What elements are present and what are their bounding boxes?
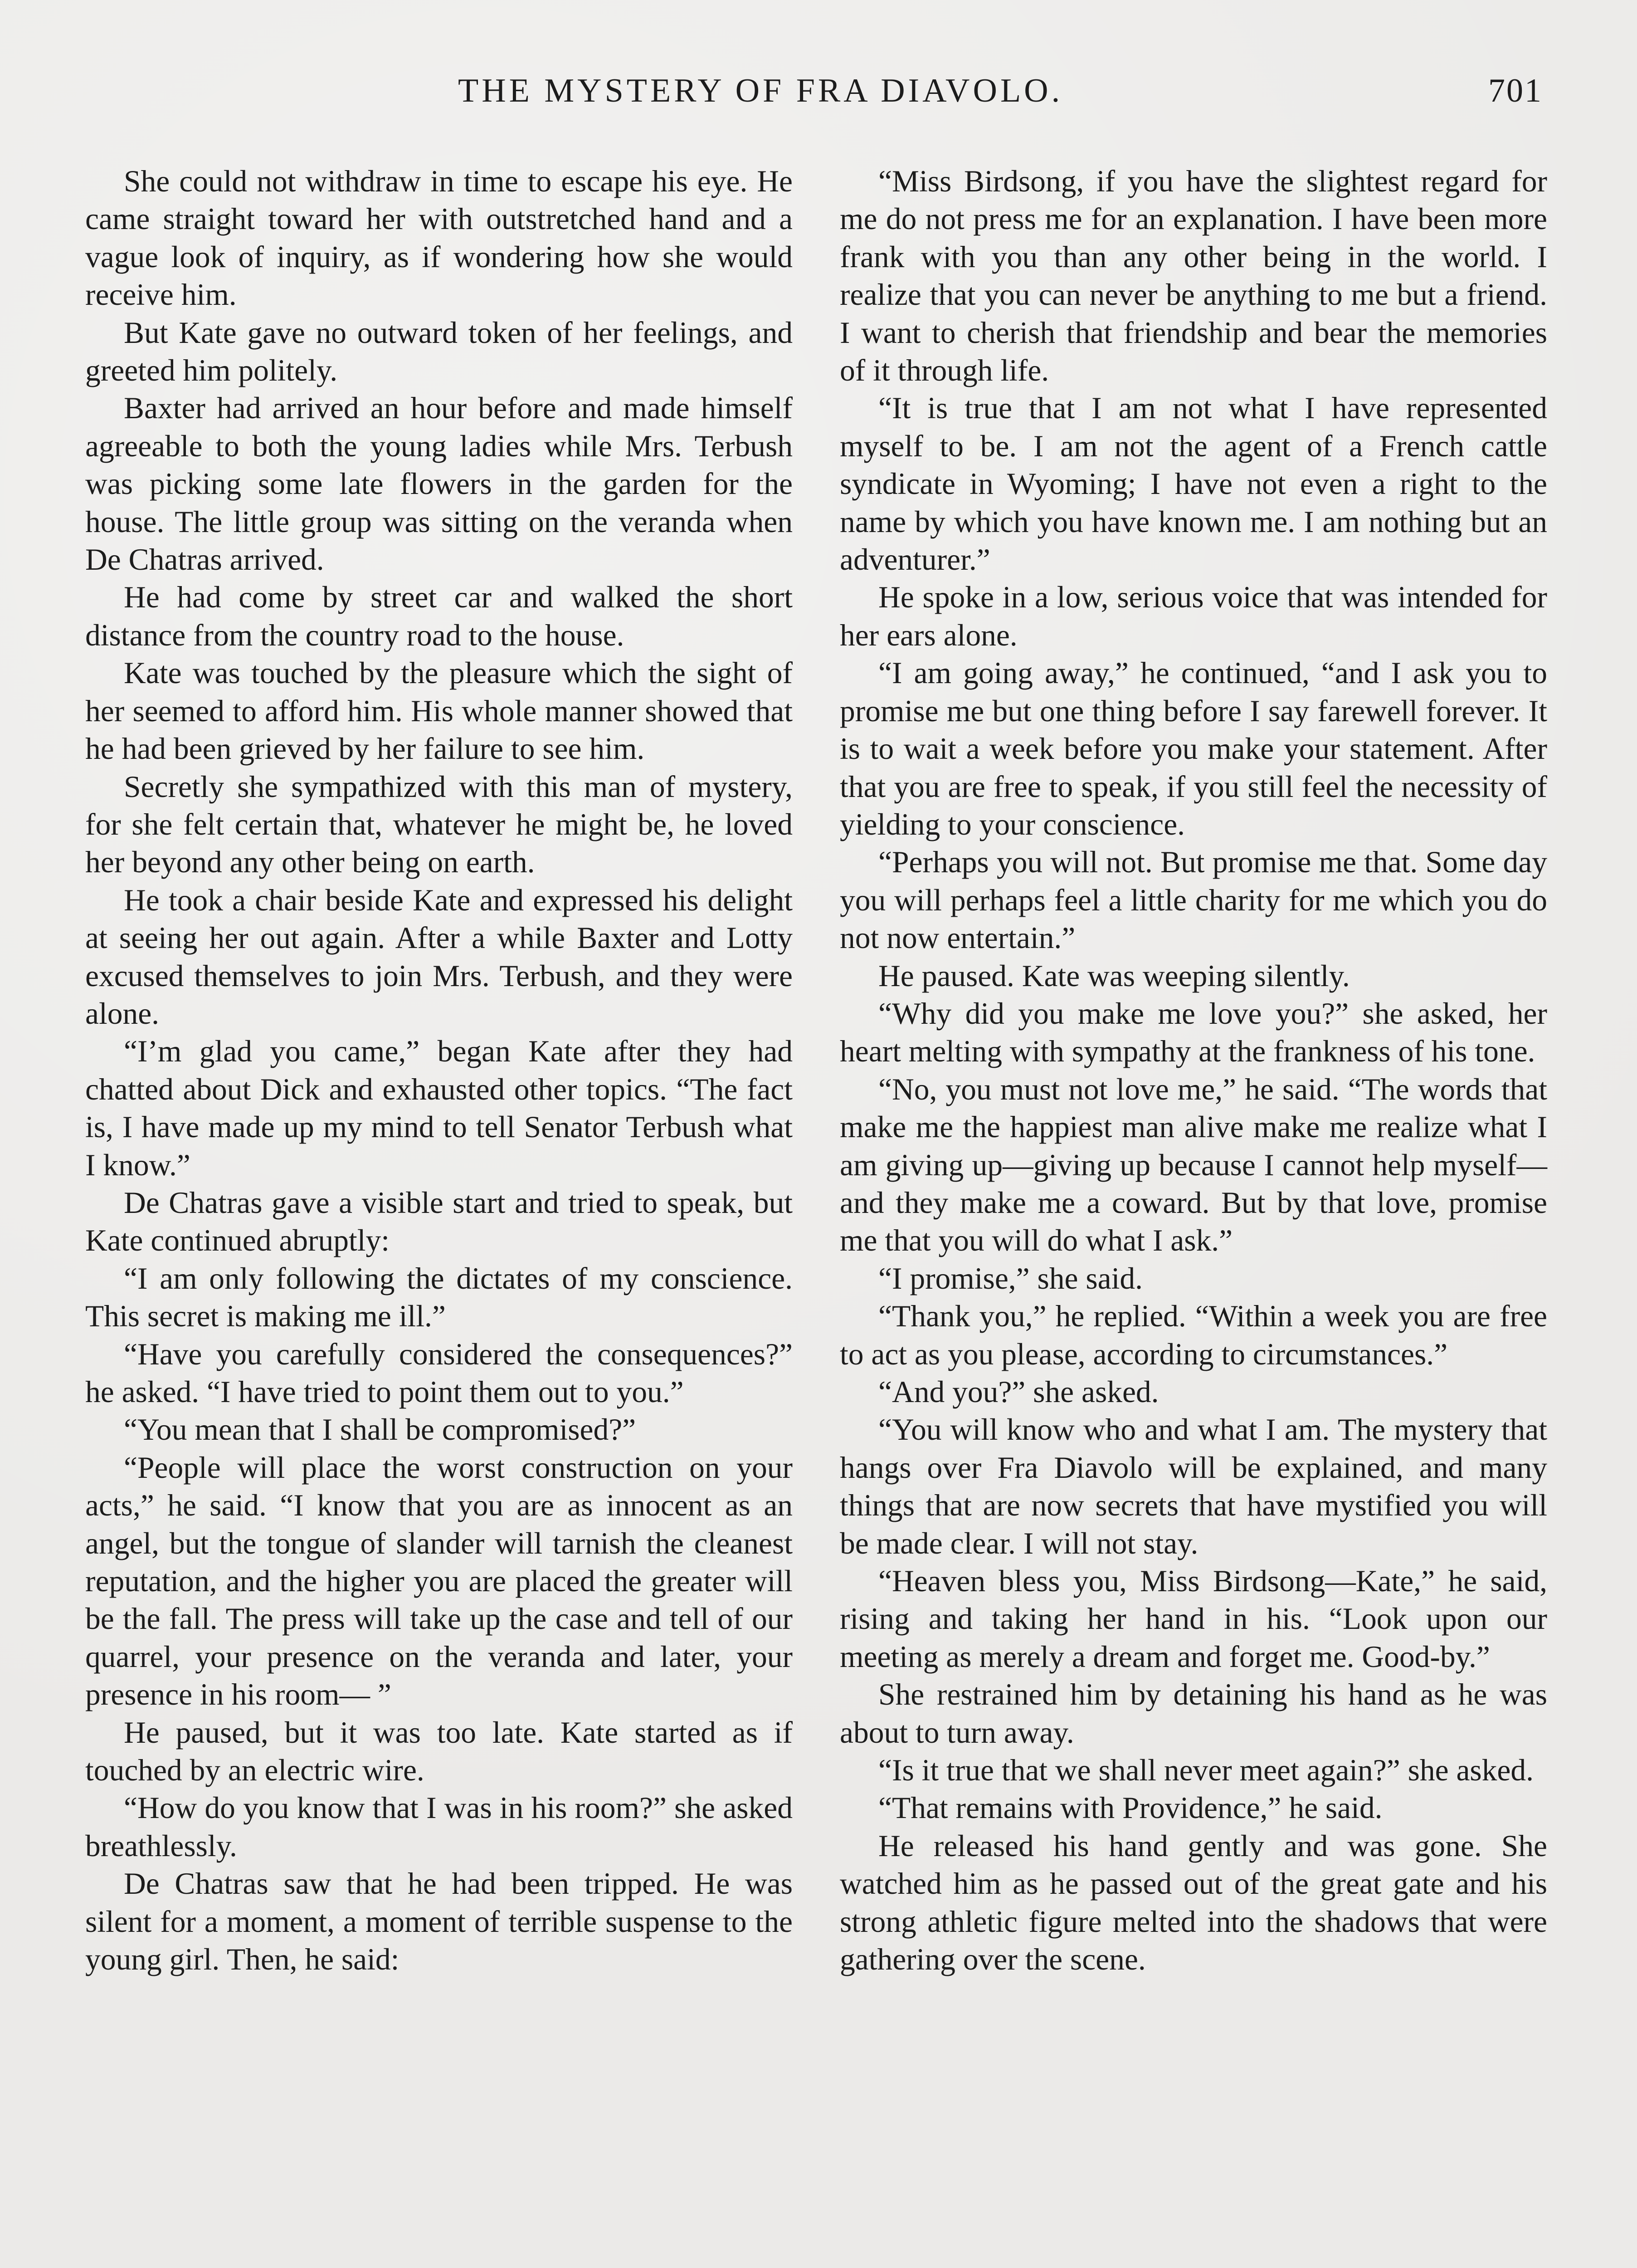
paragraph: De Chatras saw that he had been tripped. He was silent for a moment, a moment of terrible suspense to the young girl. Then, he said: <box>85 1867 793 1977</box>
paragraph: “You will know who and what I am. The mystery that hangs over Fra Diavolo will be explained, and many things that are now secrets that have mystified you will be made clear. I will not stay. <box>840 1413 1547 1560</box>
paragraph: “People will place the worst construction on your acts,” he said. “I know that you are as innocent as an angel, but the tongue of slander will tarnish the cleanest reputation, and the higher you are placed the greater will be the fall. The press will take up the case and tell of our quarrel, your presence on the veranda and later, your presence in his room— ” <box>85 1450 793 1712</box>
paragraph: “Miss Birdsong, if you have the slightest regard for me do not press me for an explanation. I have been more frank with you than any other being in the world. I realize that you can never be anything to me but a friend. I want to cherish that friendship and bear the memories of it through life. <box>840 164 1547 388</box>
paragraph: “Perhaps you will not. But promise me that. Some day you will perhaps feel a little charity for me which you do not now entertain.” <box>840 845 1547 955</box>
paragraph: “That remains with Providence,” he said. <box>878 1791 1383 1825</box>
paragraph: Kate was touched by the pleasure which the sight of her seemed to afford him. His whole manner showed that he had been grieved by her failure to see him. <box>85 656 793 766</box>
paragraph: “Thank you,” he replied. “Within a week you are free to act as you please, according to circumstances.” <box>840 1299 1547 1371</box>
running-title: THE MYSTERY OF FRA DIAVOLO. <box>458 72 1063 109</box>
paragraph: “Why did you make me love you?” she asked, her heart melting with sympathy at the frankness of his tone. <box>840 996 1547 1069</box>
paragraph: “Is it true that we shall never meet again?” she asked. <box>878 1753 1534 1788</box>
paragraph: He spoke in a low, serious voice that was intended for her ears alone. <box>840 580 1547 652</box>
paragraph: Secretly she sympathized with this man of mystery, for she felt certain that, whatever he might be, he loved her beyond any other being on earth. <box>85 769 793 880</box>
paragraph: “No, you must not love me,” he said. “The words that make me the happiest man alive make me realize what I am giving up—giving up because I cannot help myself—and they make me a coward. But by that love, promise me that you will do what I ask.” <box>840 1072 1547 1258</box>
left-column <box>85 162 793 1979</box>
paragraph: Baxter had arrived an hour before and made himself agreeable to both the young ladies while Mrs. Terbush was picking some late flowers in the garden for the house. The little group was sitting on the veranda when De Chatras arrived. <box>85 391 793 577</box>
paragraph: De Chatras gave a visible start and tried to speak, but Kate continued abruptly: <box>85 1185 793 1258</box>
paragraph: She could not withdraw in time to escape his eye. He came straight toward her with outstretched hand and a vague look of inquiry, as if wondering how she would receive him. <box>85 164 793 312</box>
paragraph: She restrained him by detaining his hand as he was about to turn away. <box>840 1677 1547 1750</box>
paragraph: “How do you know that I was in his room?” she asked breathlessly. <box>85 1791 793 1863</box>
right-column <box>840 162 1547 1979</box>
paragraph: “It is true that I am not what I have represented myself to be. I am not the agent of a French cattle syndicate in Wyoming; I have not even a right to the name by which you have known me. I am nothing but an adventurer.” <box>840 391 1547 577</box>
paragraph: “I am going away,” he continued, “and I ask you to promise me but one thing before I say farewell forever. It is to wait a week before you make your statement. After that you are free to speak, if you still feel the necessity of yielding to your conscience. <box>840 656 1547 841</box>
paragraph: He paused. Kate was weeping silently. <box>878 958 1350 993</box>
paragraph: “I am only following the dictates of my conscience. This secret is making me ill.” <box>85 1261 793 1334</box>
paragraph: He had come by street car and walked the short distance from the country road to the house. <box>85 580 793 652</box>
paragraph: “Heaven bless you, Miss Birdsong—Kate,” he said, rising and taking her hand in his. “Look upon our meeting as merely a dream and forget me. Good-by.” <box>840 1564 1547 1674</box>
paragraph: He paused, but it was too late. Kate started as if touched by an electric wire. <box>85 1715 793 1788</box>
paragraph: But Kate gave no outward token of her feelings, and greeted him politely. <box>85 315 793 388</box>
paragraph: “You mean that I shall be compromised?” <box>124 1413 636 1447</box>
paragraph: He took a chair beside Kate and expressed his delight at seeing her out again. After a while Baxter and Lotty excused themselves to join Mrs. Terbush, and they were alone. <box>85 883 793 1031</box>
paragraph: “I promise,” she said. <box>878 1261 1143 1295</box>
page-number: 701 <box>1488 72 1543 109</box>
paragraph: “I’m glad you came,” began Kate after they had chatted about Dick and exhausted other topics. “The fact is, I have made up my mind to tell Senator Terbush what I know.” <box>85 1034 793 1182</box>
paragraph: “And you?” she asked. <box>878 1375 1159 1409</box>
paragraph: “Have you carefully considered the consequences?” he asked. “I have tried to point them out to you.” <box>85 1337 793 1409</box>
paragraph: He released his hand gently and was gone. She watched him as he passed out of the great gate and his strong athletic figure melted into the shadows that were gathering over the scene. <box>840 1828 1547 1977</box>
